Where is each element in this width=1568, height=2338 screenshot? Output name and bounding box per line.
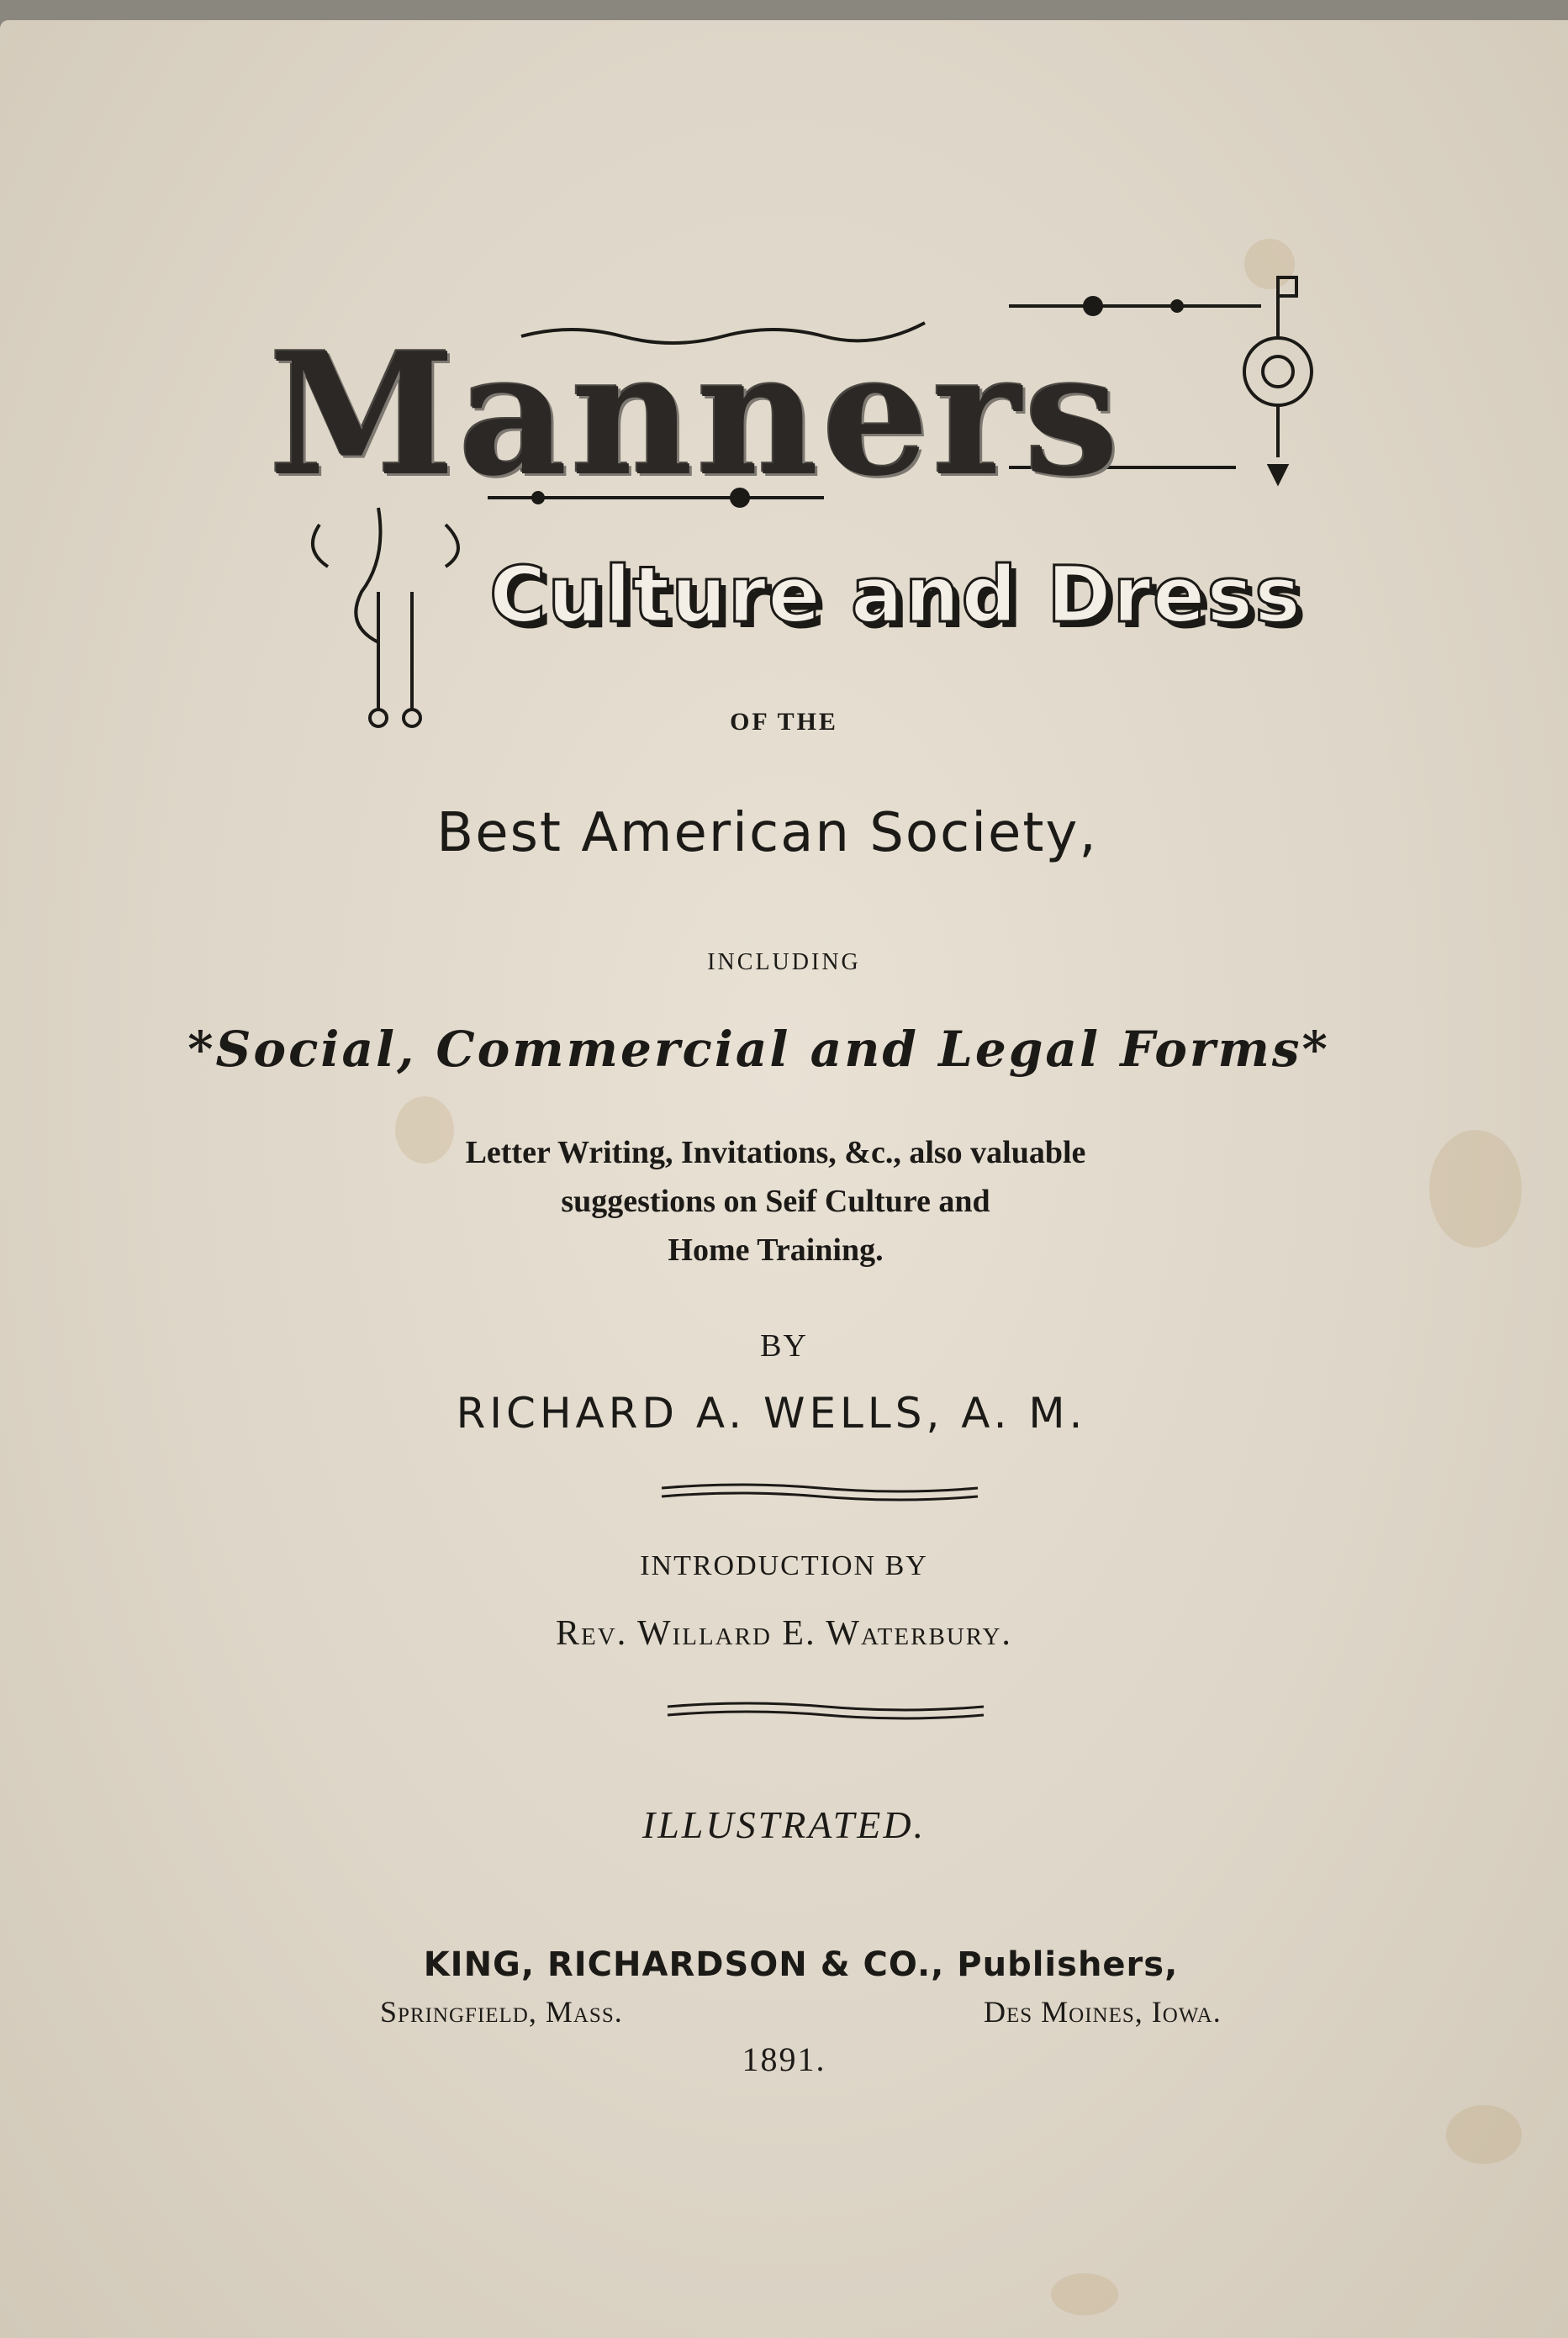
author-name: RICHARD A. WELLS, A. M. bbox=[456, 1389, 1087, 1438]
description-block bbox=[0, 1128, 1560, 1275]
city-right: Des Moines, Iowa. bbox=[984, 1995, 1222, 2029]
description-line: suggestions on Seif Culture and bbox=[561, 1184, 990, 1219]
introduction-label: INTRODUCTION BY bbox=[640, 1550, 928, 1581]
city-left: Springfield, Mass. bbox=[380, 1995, 623, 2029]
including-line: INCLUDING bbox=[707, 949, 861, 975]
foxing-spot bbox=[1446, 2105, 1522, 2164]
divider-rule-icon bbox=[666, 1702, 985, 1722]
star-left-icon: * bbox=[187, 1021, 216, 1078]
description-line: Home Training. bbox=[668, 1232, 884, 1268]
divider-rule-icon bbox=[660, 1483, 979, 1503]
illustrated-line: ILLUSTRATED. bbox=[641, 1803, 927, 1846]
of-the-line: OF THE bbox=[730, 708, 838, 736]
forms-text: Social, Commercial and Legal Forms bbox=[215, 1021, 1302, 1078]
title-sub: Culture and Dress bbox=[489, 550, 1302, 640]
title-main: Manners bbox=[269, 316, 1123, 514]
introduction-name: Rev. Willard E. Waterbury. bbox=[556, 1614, 1012, 1653]
ornate-title bbox=[269, 272, 1345, 743]
by-line: BY bbox=[760, 1328, 808, 1364]
year-line: 1891. bbox=[742, 2040, 826, 2078]
publisher-line: KING, RICHARDSON & CO., Publishers, bbox=[423, 1945, 1179, 1984]
society-line: Best American Society, bbox=[436, 802, 1098, 864]
foxing-spot bbox=[1051, 2273, 1118, 2315]
star-right-icon: * bbox=[1301, 1021, 1330, 1078]
forms-line bbox=[0, 1021, 1543, 1078]
description-line: Letter Writing, Invitations, &c., also valuable bbox=[465, 1135, 1086, 1170]
title-page bbox=[0, 20, 1568, 2338]
